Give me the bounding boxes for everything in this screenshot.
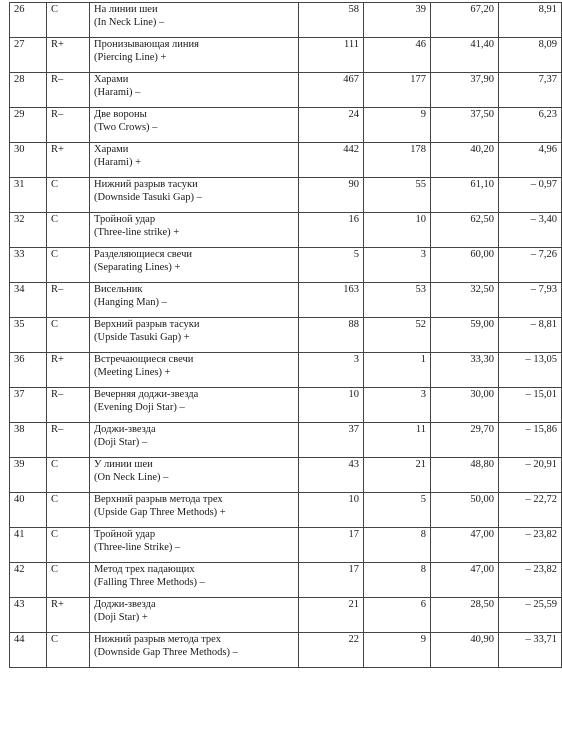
- row-number: 41: [10, 528, 47, 563]
- percent-value: 47,00: [431, 563, 499, 598]
- pattern-name-ru: Метод трех падающих: [94, 564, 195, 575]
- table-row: [10, 598, 562, 633]
- table-row: [10, 388, 562, 423]
- success-count-value: 46: [364, 38, 431, 73]
- success-count-value: 9: [364, 633, 431, 668]
- pattern-type: R–: [47, 73, 90, 108]
- pattern-name-ru: Висельник: [94, 284, 143, 295]
- pattern-type: C: [47, 563, 90, 598]
- count-value: 21: [299, 598, 364, 633]
- pattern-name: [90, 143, 299, 178]
- pattern-name-en: (Doji Star) +: [94, 612, 148, 623]
- table-row: [10, 318, 562, 353]
- pattern-name-ru: У линии шеи: [94, 459, 153, 470]
- row-number: 28: [10, 73, 47, 108]
- count-value: 22: [299, 633, 364, 668]
- percent-value: 32,50: [431, 283, 499, 318]
- percent-value: 60,00: [431, 248, 499, 283]
- score-value: – 25,59: [499, 598, 562, 633]
- pattern-name-ru: Доджи-звезда: [94, 424, 156, 435]
- pattern-type: C: [47, 528, 90, 563]
- success-count-value: 39: [364, 3, 431, 38]
- pattern-name: [90, 493, 299, 528]
- table-row: [10, 423, 562, 458]
- row-number: 34: [10, 283, 47, 318]
- success-count-value: 21: [364, 458, 431, 493]
- score-value: 7,37: [499, 73, 562, 108]
- pattern-name-en: (Upside Tasuki Gap) +: [94, 332, 190, 343]
- count-value: 17: [299, 528, 364, 563]
- pattern-name: [90, 528, 299, 563]
- count-value: 58: [299, 3, 364, 38]
- score-value: – 15,86: [499, 423, 562, 458]
- candlestick-pattern-table: [9, 2, 562, 668]
- pattern-name-ru: Верхний разрыв тасуки: [94, 319, 200, 330]
- percent-value: 37,90: [431, 73, 499, 108]
- table-row: [10, 458, 562, 493]
- score-value: – 23,82: [499, 528, 562, 563]
- pattern-type: C: [47, 633, 90, 668]
- pattern-name-en: (Harami) +: [94, 157, 142, 168]
- row-number: 27: [10, 38, 47, 73]
- pattern-name-ru: Нижний разрыв тасуки: [94, 179, 198, 190]
- pattern-name-en: (Three-line strike) +: [94, 227, 180, 238]
- pattern-name-en: (Falling Three Methods) –: [94, 577, 205, 588]
- row-number: 30: [10, 143, 47, 178]
- table-row: [10, 353, 562, 388]
- pattern-name: [90, 598, 299, 633]
- success-count-value: 6: [364, 598, 431, 633]
- success-count-value: 177: [364, 73, 431, 108]
- table-row: [10, 178, 562, 213]
- pattern-name-en: (Hanging Man) –: [94, 297, 167, 308]
- success-count-value: 5: [364, 493, 431, 528]
- success-count-value: 8: [364, 563, 431, 598]
- row-number: 40: [10, 493, 47, 528]
- pattern-name-ru: Тройной удар: [94, 529, 156, 540]
- pattern-type: R–: [47, 388, 90, 423]
- percent-value: 48,80: [431, 458, 499, 493]
- count-value: 10: [299, 388, 364, 423]
- score-value: 8,91: [499, 3, 562, 38]
- count-value: 37: [299, 423, 364, 458]
- row-number: 26: [10, 3, 47, 38]
- pattern-name-en: (Meeting Lines) +: [94, 367, 171, 378]
- pattern-type: C: [47, 248, 90, 283]
- pattern-name: [90, 388, 299, 423]
- pattern-type: R+: [47, 143, 90, 178]
- count-value: 90: [299, 178, 364, 213]
- count-value: 163: [299, 283, 364, 318]
- pattern-name-en: (Piercing Line) +: [94, 52, 167, 63]
- pattern-type: C: [47, 318, 90, 353]
- row-number: 33: [10, 248, 47, 283]
- percent-value: 61,10: [431, 178, 499, 213]
- count-value: 43: [299, 458, 364, 493]
- pattern-name-en: (In Neck Line) –: [94, 17, 165, 28]
- table-row: [10, 213, 562, 248]
- percent-value: 30,00: [431, 388, 499, 423]
- table-row: [10, 283, 562, 318]
- row-number: 44: [10, 633, 47, 668]
- pattern-name: [90, 633, 299, 668]
- pattern-type: R–: [47, 423, 90, 458]
- count-value: 88: [299, 318, 364, 353]
- pattern-name: [90, 248, 299, 283]
- pattern-type: C: [47, 3, 90, 38]
- pattern-type: C: [47, 493, 90, 528]
- pattern-name-ru: Встречающиеся свечи: [94, 354, 194, 365]
- score-value: – 7,26: [499, 248, 562, 283]
- pattern-type: R+: [47, 38, 90, 73]
- score-value: – 15,01: [499, 388, 562, 423]
- pattern-name: [90, 458, 299, 493]
- count-value: 467: [299, 73, 364, 108]
- score-value: – 8,81: [499, 318, 562, 353]
- pattern-name-ru: Харами: [94, 74, 129, 85]
- row-number: 35: [10, 318, 47, 353]
- pattern-type: C: [47, 178, 90, 213]
- score-value: – 0,97: [499, 178, 562, 213]
- pattern-name-en: (Two Crows) –: [94, 122, 158, 133]
- score-value: 6,23: [499, 108, 562, 143]
- success-count-value: 3: [364, 388, 431, 423]
- pattern-name-ru: Верхний разрыв метода трех: [94, 494, 223, 505]
- success-count-value: 53: [364, 283, 431, 318]
- count-value: 24: [299, 108, 364, 143]
- percent-value: 50,00: [431, 493, 499, 528]
- percent-value: 28,50: [431, 598, 499, 633]
- score-value: 4,96: [499, 143, 562, 178]
- table-row: [10, 528, 562, 563]
- table-row: [10, 73, 562, 108]
- pattern-name-en: (Evening Doji Star) –: [94, 402, 185, 413]
- percent-value: 29,70: [431, 423, 499, 458]
- count-value: 5: [299, 248, 364, 283]
- row-number: 32: [10, 213, 47, 248]
- percent-value: 41,40: [431, 38, 499, 73]
- pattern-name-en: (Separating Lines) +: [94, 262, 181, 273]
- table-row: [10, 493, 562, 528]
- table-row: [10, 633, 562, 668]
- pattern-name: [90, 38, 299, 73]
- success-count-value: 10: [364, 213, 431, 248]
- score-value: – 33,71: [499, 633, 562, 668]
- table-row: [10, 38, 562, 73]
- row-number: 43: [10, 598, 47, 633]
- pattern-name-en: (Downside Tasuki Gap) –: [94, 192, 202, 203]
- pattern-name-en: (On Neck Line) –: [94, 472, 169, 483]
- success-count-value: 178: [364, 143, 431, 178]
- row-number: 42: [10, 563, 47, 598]
- table-row: [10, 108, 562, 143]
- pattern-name: [90, 318, 299, 353]
- pattern-name: [90, 353, 299, 388]
- pattern-name-ru: На линии шеи: [94, 4, 158, 15]
- success-count-value: 9: [364, 108, 431, 143]
- row-number: 39: [10, 458, 47, 493]
- pattern-name-ru: Вечерняя доджи-звезда: [94, 389, 199, 400]
- table-row: [10, 143, 562, 178]
- pattern-name-ru: Пронизывающая линия: [94, 39, 199, 50]
- pattern-name-ru: Две вороны: [94, 109, 147, 120]
- score-value: – 3,40: [499, 213, 562, 248]
- success-count-value: 11: [364, 423, 431, 458]
- percent-value: 59,00: [431, 318, 499, 353]
- pattern-name: [90, 3, 299, 38]
- row-number: 29: [10, 108, 47, 143]
- percent-value: 67,20: [431, 3, 499, 38]
- pattern-type: C: [47, 213, 90, 248]
- percent-value: 47,00: [431, 528, 499, 563]
- success-count-value: 52: [364, 318, 431, 353]
- count-value: 10: [299, 493, 364, 528]
- pattern-type: R+: [47, 353, 90, 388]
- row-number: 37: [10, 388, 47, 423]
- success-count-value: 8: [364, 528, 431, 563]
- pattern-name: [90, 563, 299, 598]
- score-value: – 23,82: [499, 563, 562, 598]
- score-value: 8,09: [499, 38, 562, 73]
- score-value: – 22,72: [499, 493, 562, 528]
- pattern-name: [90, 213, 299, 248]
- pattern-type: R+: [47, 598, 90, 633]
- count-value: 3: [299, 353, 364, 388]
- count-value: 17: [299, 563, 364, 598]
- row-number: 38: [10, 423, 47, 458]
- percent-value: 33,30: [431, 353, 499, 388]
- pattern-name: [90, 283, 299, 318]
- pattern-name-en: (Downside Gap Three Methods) –: [94, 647, 238, 658]
- count-value: 111: [299, 38, 364, 73]
- table-row: [10, 248, 562, 283]
- count-value: 442: [299, 143, 364, 178]
- pattern-type: R–: [47, 108, 90, 143]
- table-row: [10, 3, 562, 38]
- row-number: 36: [10, 353, 47, 388]
- table-row: [10, 563, 562, 598]
- count-value: 16: [299, 213, 364, 248]
- success-count-value: 55: [364, 178, 431, 213]
- pattern-name-en: (Harami) –: [94, 87, 141, 98]
- pattern-name-en: (Three-line Strike) –: [94, 542, 181, 553]
- success-count-value: 1: [364, 353, 431, 388]
- pattern-type: R–: [47, 283, 90, 318]
- percent-value: 40,20: [431, 143, 499, 178]
- pattern-name: [90, 178, 299, 213]
- score-value: – 7,93: [499, 283, 562, 318]
- percent-value: 37,50: [431, 108, 499, 143]
- pattern-name-ru: Тройной удар: [94, 214, 156, 225]
- pattern-name-en: (Doji Star) –: [94, 437, 148, 448]
- pattern-name-ru: Разделяющиеся свечи: [94, 249, 192, 260]
- score-value: – 13,05: [499, 353, 562, 388]
- percent-value: 40,90: [431, 633, 499, 668]
- success-count-value: 3: [364, 248, 431, 283]
- pattern-name-ru: Харами: [94, 144, 129, 155]
- row-number: 31: [10, 178, 47, 213]
- pattern-name: [90, 73, 299, 108]
- pattern-type: C: [47, 458, 90, 493]
- pattern-name: [90, 108, 299, 143]
- pattern-name-en: (Upside Gap Three Methods) +: [94, 507, 226, 518]
- pattern-name-ru: Доджи-звезда: [94, 599, 156, 610]
- table-body: [10, 3, 562, 668]
- pattern-name: [90, 423, 299, 458]
- percent-value: 62,50: [431, 213, 499, 248]
- score-value: – 20,91: [499, 458, 562, 493]
- pattern-name-ru: Нижний разрыв метода трех: [94, 634, 221, 645]
